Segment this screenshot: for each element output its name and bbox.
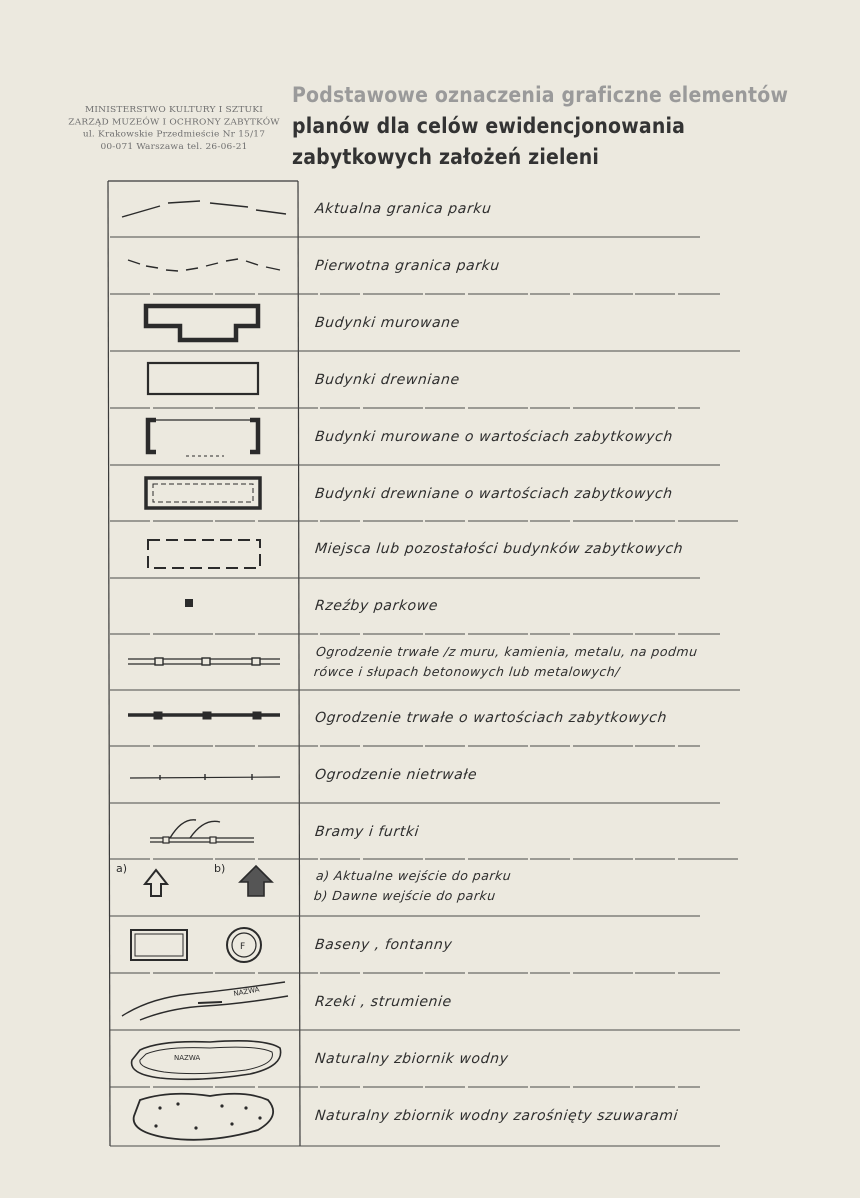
fence-temporary-icon: [130, 774, 280, 780]
label-brick-historic: Budynki murowane o wartościach zabytkowych: [314, 429, 674, 445]
label-historic-fence: Ogrodzenie trwałe o wartościach zabytkowych: [314, 710, 668, 726]
building-brick-historic-icon: [148, 420, 258, 456]
pond-icon: [132, 1041, 281, 1079]
pond-name-tag: NAZWA: [174, 1054, 201, 1062]
title-line-2: planów dla celów ewidencjonowania: [292, 114, 686, 138]
label-entrances: [313, 866, 512, 906]
label-entrance-current: a) Aktualne wejście do parku: [315, 868, 513, 883]
tag-b: b): [214, 862, 226, 875]
tag-a: a): [116, 862, 128, 875]
stamp-line-1: MINISTERSTWO KULTURY I SZTUKI: [85, 105, 263, 115]
label-wood-historic: Budynki drewniane o wartościach zabytkowych: [314, 486, 674, 502]
label-entrance-former: b) Dawne wejście do parku: [313, 888, 497, 903]
label-original-border: Pierwotna granica parku: [314, 258, 501, 274]
stamp-line-3: ul. Krakowskie Przedmieście Nr 15/17: [82, 129, 266, 140]
label-wood-buildings: Budynki drewniane: [314, 372, 461, 388]
sculpture-icon: [185, 599, 193, 607]
fence-historic-icon: [128, 712, 280, 719]
label-permanent-fence: [313, 642, 699, 682]
gate-icon: [150, 820, 254, 843]
label-pools: Baseny , fontanny: [314, 937, 454, 953]
stamp-line-4: 00-071 Warszawa tel. 26-06-21: [100, 142, 248, 152]
label-actual-border: Aktualna granica parku: [314, 201, 493, 217]
dash-short-icon: [128, 259, 280, 271]
label-temporary-fence: Ogrodzenie nietrwałe: [314, 767, 479, 783]
label-pond: Naturalny zbiornik wodny: [314, 1051, 510, 1067]
building-remains-icon: [148, 540, 260, 568]
label-brick-buildings: Budynki murowane: [314, 315, 461, 331]
fence-permanent-icon: [128, 658, 280, 665]
label-remains: Miejsca lub pozostałości budynków zabytkowych: [314, 541, 685, 557]
fountain-mark: F: [240, 942, 246, 952]
label-permanent-fence-line-1: Ogrodzenie trwałe /z muru, kamienia, metalu, na podmu: [315, 644, 699, 659]
dash-long-icon: [122, 201, 286, 217]
label-permanent-fence-line-2: rówce i słupach betonowych lub metalowych/: [313, 664, 621, 679]
building-brick-icon: [146, 306, 258, 340]
title-line-3: zabytkowych założeń zieleni: [292, 145, 600, 169]
title-line-1: Podstawowe oznaczenia graficzne elementów: [292, 83, 789, 107]
label-reed-pond: Naturalny zbiornik wodny zarośnięty szuwarami: [314, 1108, 679, 1124]
entrance-arrows-icon: [145, 866, 272, 896]
label-gates: Bramy i furtki: [314, 824, 420, 840]
building-wood-icon: [148, 363, 258, 394]
reed-pond-icon: [134, 1094, 274, 1140]
river-icon: [122, 982, 288, 1020]
river-name-tag: NAZWA: [232, 985, 261, 998]
label-sculptures: Rzeźby parkowe: [314, 598, 439, 614]
stamp-line-2: ZARZĄD MUZEÓW I OCHRONY ZABYTKÓW: [68, 117, 280, 128]
building-wood-historic-icon: [146, 478, 260, 508]
label-rivers: Rzeki , strumienie: [314, 994, 453, 1010]
